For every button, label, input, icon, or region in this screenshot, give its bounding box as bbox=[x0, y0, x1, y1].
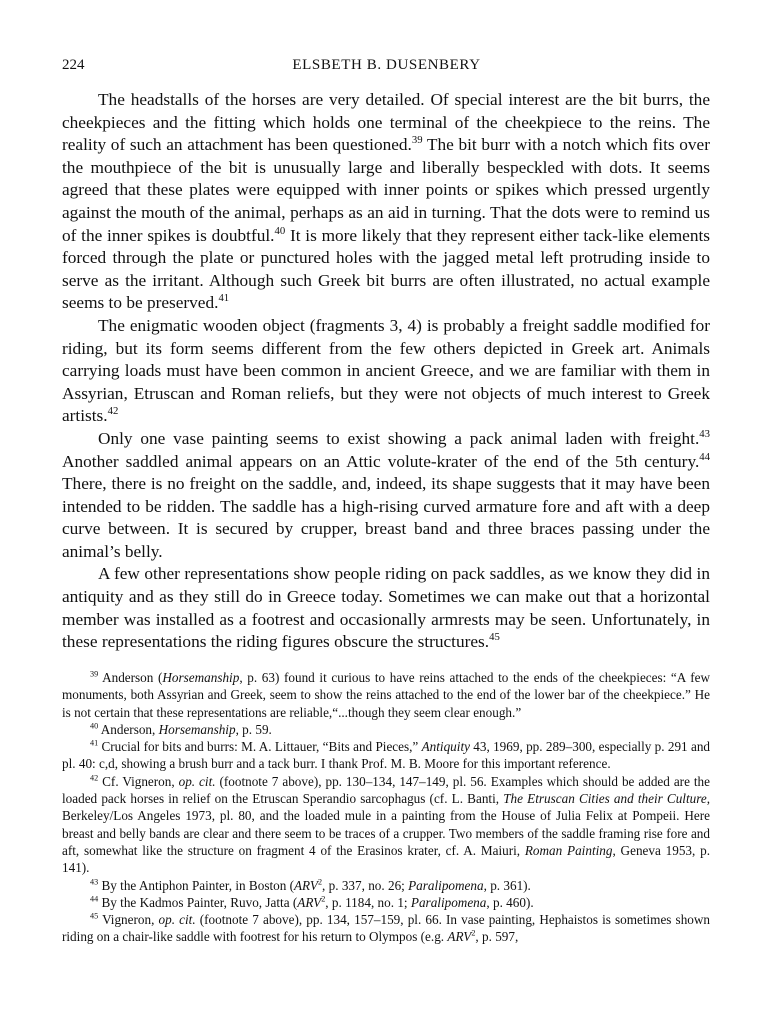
text-run: The headstalls of the horses are very detailed. Of special interest are the bit burrs, the cheekpieces and the fitting which holds one terminal of the cheekpiece to the reins. The reality of such an attachment has been questioned. bbox=[62, 90, 710, 155]
text-run: A few other representations show people riding on pack saddles, as we know they did in antiquity and as they still do in Greece today. Sometimes we can make out that a horizontal member was installed as a footrest and occasionally armrests may be seen. Unfortunately, in these representations the riding figures obscure the structures. bbox=[62, 564, 710, 652]
text-run: Anderson, bbox=[98, 721, 159, 737]
text-run: , p. 361). bbox=[483, 877, 531, 893]
text-run: Only one vase painting seems to exist showing a pack animal laden with freight. bbox=[98, 428, 700, 448]
text-run: , p. 63) found it curious to have reins attached to the ends of the cheekpieces: “A few monuments, both Assyrian and Greek, seem to show the reins attached to the end of the lower bar of the cheekpiece.” He is not certain that these representations are reliable,“...though they seem clear enough.” bbox=[62, 670, 710, 720]
text-run: Another saddled animal appears on an Attic volute-krater of the end of the 5th century. bbox=[62, 451, 700, 471]
note-ref: 2 bbox=[321, 894, 326, 904]
text-run: Cf. Vigneron, bbox=[98, 773, 179, 789]
text-run: Anderson ( bbox=[98, 670, 163, 685]
footnote bbox=[62, 773, 710, 877]
text-run: There, there is no freight on the saddle, and, indeed, its shape suggests that it may have been intended to be ridden. The saddle has a high-rising curved armature fore and aft with a deep curve between. It is secured by crupper, breast band and three braces passing under the animal’s belly. bbox=[62, 474, 710, 561]
footnote bbox=[62, 894, 710, 911]
italic-text: Paralipomena bbox=[410, 894, 487, 910]
page-header bbox=[62, 57, 711, 77]
italic-text: Paralipomena bbox=[408, 877, 484, 893]
note-ref: 43 bbox=[90, 877, 99, 887]
italic-text: ARV bbox=[447, 929, 472, 945]
footnote bbox=[62, 877, 710, 894]
italic-text: ARV bbox=[297, 894, 322, 910]
text-run: , Berkeley/Los Angeles 1973, pl. 80, and the loaded mule in a painting from the House of Julia Felix at Pompeii. Here breast and belly bands are clear and there seem to be traces of a crupper. Two members of the saddle framing rise fore and aft, somewhat like the structure on fragment 4 of the Erasinos krater, cf. A. Maiuri, bbox=[62, 791, 711, 858]
text-run: , p. 337, no. 26; bbox=[322, 877, 409, 893]
italic-text: Horsemanship bbox=[158, 721, 236, 737]
footnote bbox=[62, 738, 710, 773]
note-ref: 42 bbox=[107, 405, 119, 418]
note-ref: 2 bbox=[317, 877, 323, 887]
note-ref: 41 bbox=[218, 292, 230, 305]
text-run: Crucial for bits and burrs: M. A. Littauer, “Bits and Pieces,” bbox=[98, 739, 422, 755]
italic-text: op. cit. bbox=[178, 773, 216, 789]
italic-text: The Etruscan Cities and their Culture bbox=[503, 791, 707, 807]
italic-text: Horsemanship bbox=[162, 670, 240, 685]
note-ref: 39 bbox=[411, 134, 423, 147]
note-ref: 44 bbox=[90, 894, 99, 904]
text-run: By the Kadmos Painter, Ruvo, Jatta ( bbox=[98, 894, 298, 910]
page-number: 224 bbox=[62, 57, 85, 73]
italic-text: Antiquity bbox=[421, 739, 470, 755]
note-ref: 2 bbox=[471, 929, 476, 939]
text-run: (footnote 7 above), pp. 134, 157–159, pl. 66. In vase painting, Hephaistos is sometimes shown riding on a chair-like saddle with footrest for his return to Olympos (e.g. bbox=[62, 912, 710, 945]
footnote bbox=[62, 721, 710, 738]
body-paragraph bbox=[62, 315, 710, 428]
body-paragraph bbox=[62, 563, 710, 653]
body-paragraph bbox=[62, 428, 710, 564]
text-run: , p. 597, bbox=[475, 929, 519, 945]
note-ref: 42 bbox=[90, 773, 99, 783]
text-run: , Geneva 1953, p. 141). bbox=[62, 842, 710, 876]
main-text bbox=[62, 89, 710, 654]
note-ref: 45 bbox=[90, 911, 99, 921]
note-ref: 39 bbox=[90, 669, 99, 679]
text-run: , p. 59. bbox=[235, 721, 272, 737]
note-ref: 43 bbox=[699, 428, 710, 441]
text-run: The bit burr with a notch which fits over the mouthpiece of the bit is unusually large and liberally bespeckled with dots. It seems agreed that these plates were equipped with inner points or spikes which pressed urgently against the mouth of the animal, perhaps as an aid in turning. That the dots were to remind us of the inner spikes is doubtful. bbox=[62, 135, 710, 245]
note-ref: 40 bbox=[274, 224, 286, 237]
text-run: By the Antiphon Painter, in Boston ( bbox=[98, 877, 294, 893]
text-run: 43, 1969, pp. 289–300, especially p. 291 and pl. 40: c,d, showing a brush burr and a tack burr. I thank Prof. M. B. Moore for this important reference. bbox=[62, 739, 711, 772]
footnote bbox=[62, 669, 710, 721]
body-paragraph bbox=[62, 89, 710, 315]
text-run: The enigmatic wooden object (fragments 3, 4) is probably a freight saddle modified for riding, but its form seems different from the few others depicted in Greek art. Animals carrying loads must have been common in ancient Greece, and we are familiar with them in Assyrian, Etruscan and Roman reliefs, but they were not objects of much interest to Greek artists. bbox=[62, 315, 710, 426]
text-run: (footnote 7 above), pp. 130–134, 147–149, pl. 56. Examples which should be added are the loaded pack horses in relief on the Etruscan Sperandio sarcophagus (cf. L. Banti, bbox=[62, 773, 710, 807]
italic-text: op. cit. bbox=[158, 912, 196, 928]
italic-text: Roman Painting bbox=[524, 842, 613, 858]
note-ref: 40 bbox=[90, 721, 99, 731]
running-head: ELSBETH B. DUSENBERY bbox=[292, 57, 481, 73]
text-run: It is more likely that they represent either tack-like elements forced through the plate or punctured holes with the jagged metal left protruding inside to serve as the irritant. Although such Greek bit burrs are often illustrated, no actual example seems to be preserved. bbox=[62, 225, 710, 313]
note-ref: 45 bbox=[489, 631, 500, 644]
text-run: Vigneron, bbox=[98, 912, 159, 928]
footnote bbox=[62, 911, 710, 946]
text-run: , p. 1184, no. 1; bbox=[325, 894, 411, 910]
footnotes bbox=[62, 669, 710, 946]
italic-text: ARV bbox=[294, 877, 318, 893]
note-ref: 41 bbox=[90, 738, 99, 748]
text-run: , p. 460). bbox=[486, 894, 534, 910]
note-ref: 44 bbox=[699, 450, 710, 463]
